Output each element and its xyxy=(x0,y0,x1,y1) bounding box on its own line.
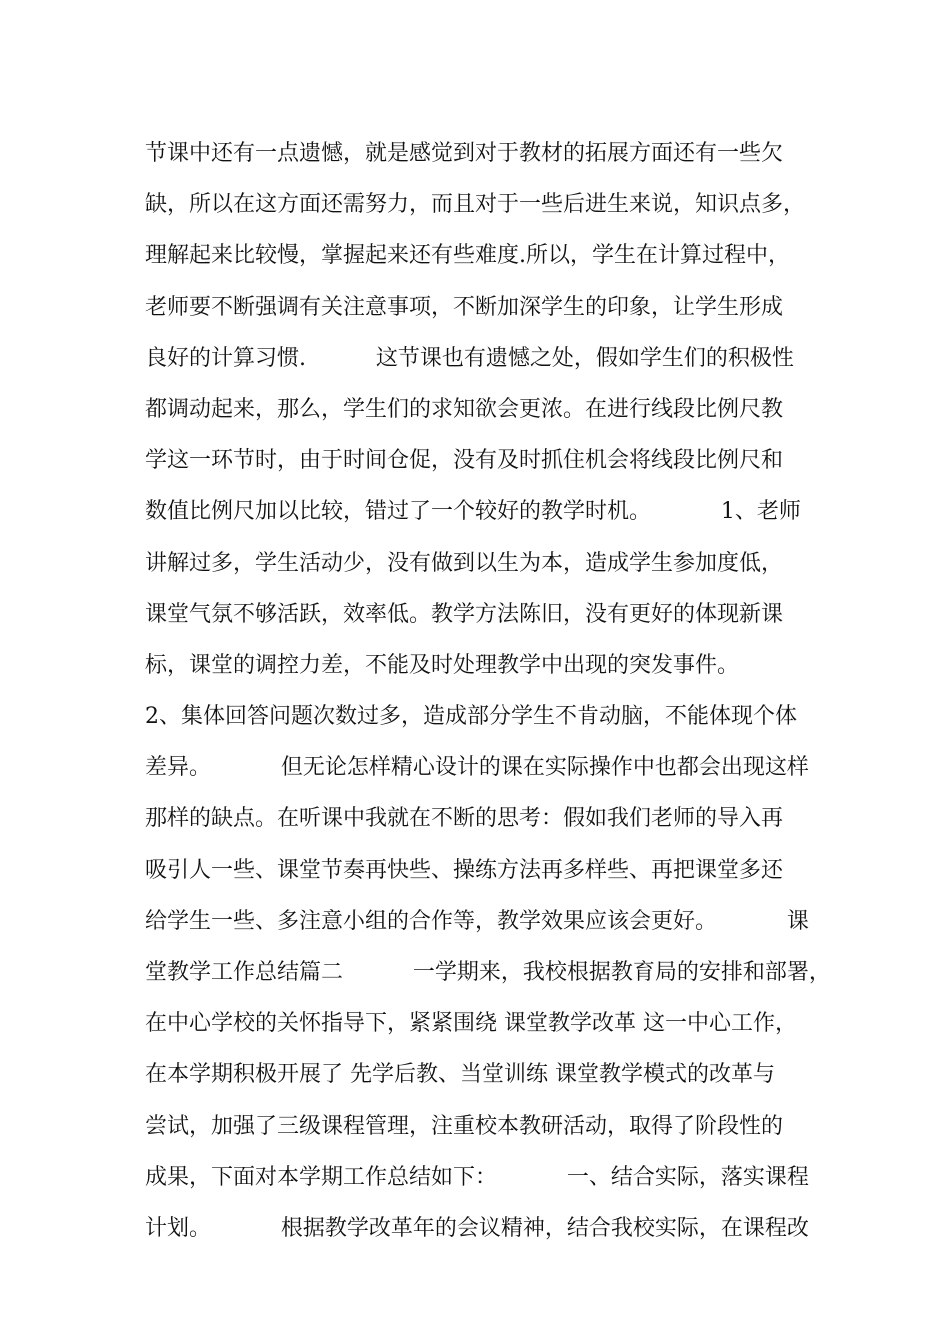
text-line: 给学生一些、多注意小组的合作等，教学效果应该会更好。 课 xyxy=(145,908,809,934)
document-body xyxy=(145,128,845,1254)
text-line: 理解起来比较慢，掌握起来还有些难度.所以，学生在计算过程中， xyxy=(145,243,790,269)
text-line: 尝试，加强了三级课程管理，注重校本教研活动，取得了阶段性的 xyxy=(145,1113,784,1139)
text-line: 在中心学校的关怀指导下，紧紧围绕 课堂教学改革 这一中心工作， xyxy=(145,1011,797,1037)
text-line: 成果，下面对本学期工作总结如下： 一、结合实际，落实课程 xyxy=(145,1164,809,1190)
text-line: 讲解过多，学生活动少，没有做到以生为本，造成学生参加度低， xyxy=(145,550,784,576)
text-line: 2、集体回答问题次数过多，造成部分学生不肯动脑，不能体现个体 xyxy=(145,704,797,730)
text-line: 计划。 根据教学改革年的会议精神，结合我校实际，在课程改 xyxy=(145,1215,809,1241)
text-line: 课堂气氛不够活跃，效率低。教学方法陈旧，没有更好的体现新课 xyxy=(145,601,784,627)
text-line: 数值比例尺加以比较，错过了一个较好的教学时机。 1、老师 xyxy=(145,499,801,525)
text-line: 标，课堂的调控力差，不能及时处理教学中出现的突发事件。 xyxy=(145,652,740,678)
text-line: 吸引人一些、课堂节奏再快些、操练方法再多样些、再把课堂多还 xyxy=(145,857,784,883)
text-line: 缺，所以在这方面还需努力，而且对于一些后进生来说，知识点多， xyxy=(145,192,806,218)
text-line: 节课中还有一点遗憾，就是感觉到对于教材的拓展方面还有一些欠 xyxy=(145,141,784,166)
text-line: 差异。 但无论怎样精心设计的课在实际操作中也都会出现这样 xyxy=(145,755,809,781)
text-line: 在本学期积极开展了 先学后教、当堂训练 课堂教学模式的改革与 xyxy=(145,1062,775,1088)
text-line: 良好的计算习惯. 这节课也有遗憾之处，假如学生们的积极性 xyxy=(145,345,794,371)
text-line: 堂教学工作总结篇二 一学期来，我校根据教育局的安排和部署， xyxy=(145,960,831,985)
text-line: 那样的缺点。在听课中我就在不断的思考：假如我们老师的导入再 xyxy=(145,806,784,832)
text-line: 都调动起来，那么，学生们的求知欲会更浓。在进行线段比例尺教 xyxy=(145,396,784,422)
text-line: 学这一环节时，由于时间仓促，没有及时抓住机会将线段比例尺和 xyxy=(145,448,784,474)
text-line: 老师要不断强调有关注意事项，不断加深学生的印象，让学生形成 xyxy=(145,294,784,320)
